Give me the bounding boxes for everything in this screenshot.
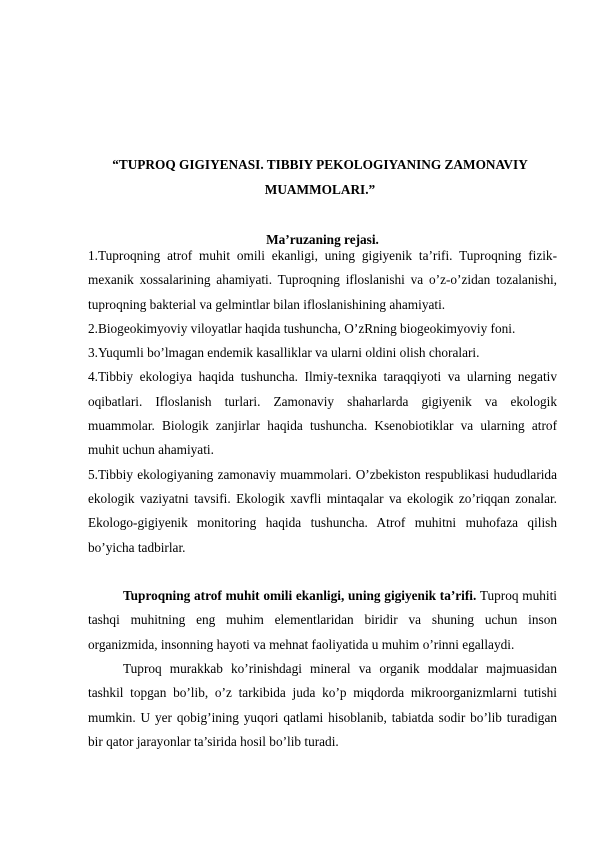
plan-item-5: 5.Tibbiy ekologiyaning zamonaviy muammolari. O’zbekiston respublikasi hududlarida ekologik vaziyatni tavsifi. Ekologik xavfli mintaqalar va ekologik zo’riqqan zonalar. Ekologo-gigiyenik monitoring haqida tushuncha. Atrof muhitni muhofaza qilish bo’yicha tadbirlar. <box>88 466 557 555</box>
section-paragraph-1 <box>88 584 557 657</box>
plan-item-2: 2.Biogeokimyoviy viloyatlar haqida tushuncha, O’zRning biogeokimyoviy foni. <box>88 320 516 336</box>
plan-item-4: 4.Tibbiy ekologiya haqida tushuncha. Ilmiy-texnika taraqqiyoti va ularning negativ oqibatlari. Ifloslanish turlari. Zamonaviy shaharlarda gigiyenik va ekologik muammolar. Biologik zanjirlar haqida tushuncha. Ksenobiotiklar va ularning atrof muhit uchun ahamiyati. <box>88 369 557 458</box>
spacer <box>88 560 557 584</box>
plan-item-1: 1.Tuproqning atrof muhit omili ekanligi, uning gigiyenik ta’rifi. Tuproqning fizik-mexanik xossalarining ahamiyati. Tuproqning ifloslanishi va o’z-o’zidan tozalanishi, tuproqning bakterial va gelmintlar bilan ifloslanishining ahamiyati. <box>88 248 557 312</box>
document-title: “TUPROQ GIGIYENASI. TIBBIY PEKOLOGIYANING ZAMONAVIY MUAMMOLARI.” <box>112 157 528 197</box>
plan-heading: Ma’ruzaning rejasi. <box>266 232 379 247</box>
plan-item-3: 3.Yuqumli bo’lmagan endemik kasalliklar va ularni oldini olish choralari. <box>88 345 480 361</box>
section-paragraph-1-text: Tuproq muhiti tashqi muhitning eng muhim elementlaridan biridir va shuning uchun inson organizmida, insonning hayoti va mehnat faoliyatida u muhim o’rinni egallaydi. <box>88 588 557 652</box>
document-body <box>88 244 557 754</box>
section-heading: Tuproqning atrof muhit omili ekanligi, uning gigiyenik ta’rifi. <box>123 588 477 604</box>
section-paragraph-2: Tuproq murakkab ko’rinishdagi mineral va organik moddalar majmuasidan tashkil topgan bo’lib, o’z tarkibida juda ko’p miqdorda mikroorganizmlarni tutishi mumkin. U yer qobig’ining yuqori qatlami hisoblanib, tabiatda sodir bo’lib turadigan bir qator jarayonlar ta’sirida hosil bo’lib turadi. <box>88 661 557 749</box>
